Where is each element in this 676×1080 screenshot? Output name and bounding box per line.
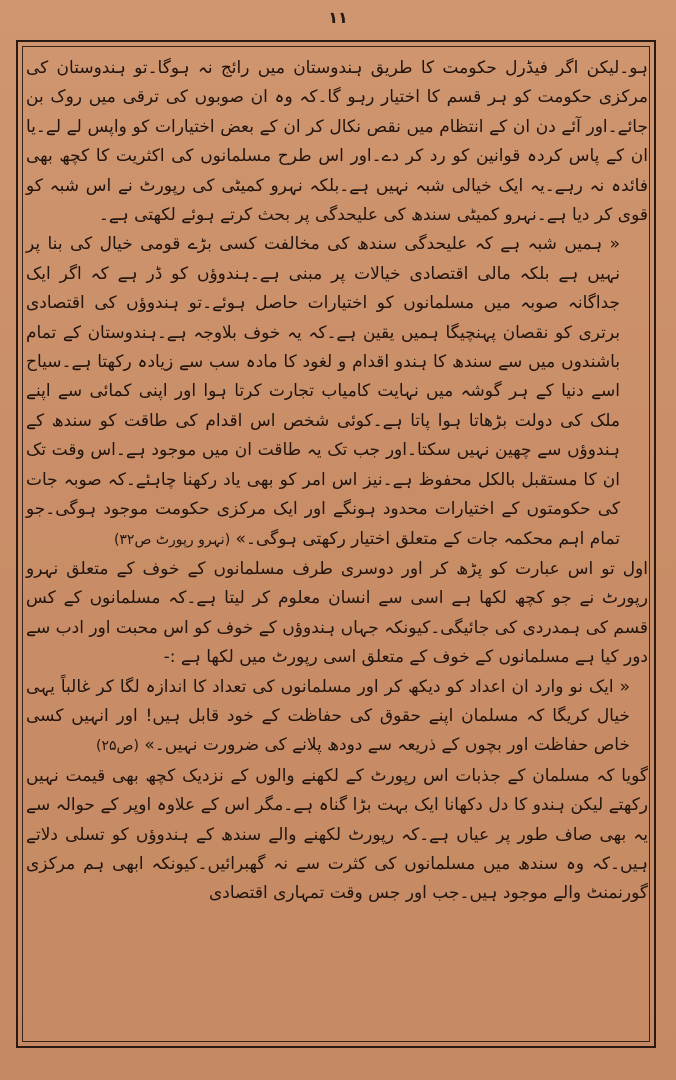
paragraph-2-quote (26, 230, 648, 554)
paragraph-1: ہو۔لیکن اگر فیڈرل حکومت کا طریق ہندوستان میں رائج نہ ہوگا۔تو ہندوستان کی مرکزی حکومت کو ہر قسم کا اختیار رہو گا۔کہ وہ ان صوبوں کی ترقی میں روک بن جائے۔اور آئے دن ان کے انتظام میں نقص نکال کر ان کے بعض اختیارات کو واپس لے لے۔یا ان کے پاس کردہ قوانین کو رد کر دے۔اور اس طرح مسلمانوں کی اکثریت کا کچھ بھی فائدہ نہ رہے۔یہ ایک خیالی شبہ نہیں ہے۔بلکہ نہرو کمیٹی کی رپورٹ نے اس شبہ کو قوی کر دیا ہے۔نہرو کمیٹی سندھ کی علیحدگی پر بحث کرتے ہوئے لکھتی ہے۔ (26, 58, 648, 226)
paragraph-4-quote (26, 673, 648, 762)
quote-close: » (230, 528, 246, 549)
body-text (26, 54, 648, 909)
quote-text: ہمیں شبہ ہے کہ علیحدگی سندھ کی مخالفت کسی بڑے قومی خیال کی بنا پر نہیں ہے بلکہ مالی اقتصادی خیالات پر مبنی ہے۔ہندوؤں کو ڈر ہے کہ اگر ایک جداگانہ صوبہ میں مسلمانوں کو اختیارات حاصل ہوئے۔تو ہندوؤں کی اقتصادی برتری کو نقصان پہنچیگا ہمیں یقین ہے۔کہ یہ خوف بلاوجہ ہے۔ہندوستان کے تمام باشندوں میں سے سندھ کا ہندو اقدام و لغود کا مادہ سب سے زیادہ رکھتا ہے۔سیاح اسے دنیا کے ہر گوشہ میں نہایت کامیاب تجارت کرتا ہوا اور اپنی کمائی سے اپنے ملک کی دولت بڑھاتا ہوا پاتا ہے۔کوئی شخص اس اقدام کی طاقت کو سندھ کے ہندوؤں سے چھین نہیں سکتا۔اور جب تک یہ طاقت ان میں موجود ہے۔اس وقت تک ان کا مستقبل بالکل محفوظ ہے۔نیز اس امر کو بھی یاد رکھنا چاہئے۔کہ صوبہ جات کی حکومتوں کے اختیارات محدود ہونگے اور ایک مرکزی حکومت موجود ہوگی۔جو تمام اہم محکمہ جات کے متعلق اختیار رکھتی ہوگی۔ (26, 234, 620, 549)
quote-open: « (602, 234, 620, 255)
quote-text-2: ایک نو وارد ان اعداد کو دیکھ کر اور مسلمانوں کی تعداد کا اندازہ لگا کر غالباً یہی خیال کریگا کہ مسلمان اپنے حقوق کی حفاظت کے خود قابل ہیں! اور انہیں کسی خاص حفاظت اور بچوں کے ذریعہ سے دودھ پلانے کی ضرورت نہیں۔ (26, 676, 630, 756)
reference-page: (ص۲۵) (96, 738, 139, 755)
paragraph-3: اول تو اس عبارت کو پڑھ کر اور دوسری طرف مسلمانوں کے خوف کے متعلق نہرو رپورٹ نے جو کچھ لکھا ہے اسی سے انسان معلوم کر لیتا ہے۔کہ مسلمانوں کے کس قسم کی ہمدردی کی جائیگی۔کیونکہ جہاں ہندوؤں کے خوف کو اس محبت اور ادب سے دور کیا ہے مسلمانوں کے خوف کے متعلق اسی رپورٹ میں لکھا ہے :- (26, 558, 648, 668)
paragraph-5: گویا کہ مسلمان کے جذبات اس رپورٹ کے لکھنے والوں کے نزدیک کچھ بھی قیمت نہیں رکھتے لیکن ہندو کا دل دکھانا ایک بہت بڑا گناہ ہے۔مگر اس کے علاوہ اوپر کے حوالہ سے یہ بھی صاف طور پر عیاں ہے۔کہ رپورٹ لکھنے والے سندھ کے ہندوؤں کو تسلی دلاتے ہیں۔کہ وہ سندھ میں مسلمانوں کی کثرت سے نہ گھبرائیں۔کیونکہ ابھی ہم مرکزی گورنمنٹ والے موجود ہیں۔جب اور جس وقت تمہاری اقتصادی (26, 765, 648, 904)
reference-nehru-report: (نہرو رپورٹ ص۳۲) (113, 531, 231, 548)
page-number: ۱۱ (328, 8, 348, 27)
quote-close-2: » (138, 735, 155, 756)
quote-open-2: « (613, 676, 630, 697)
